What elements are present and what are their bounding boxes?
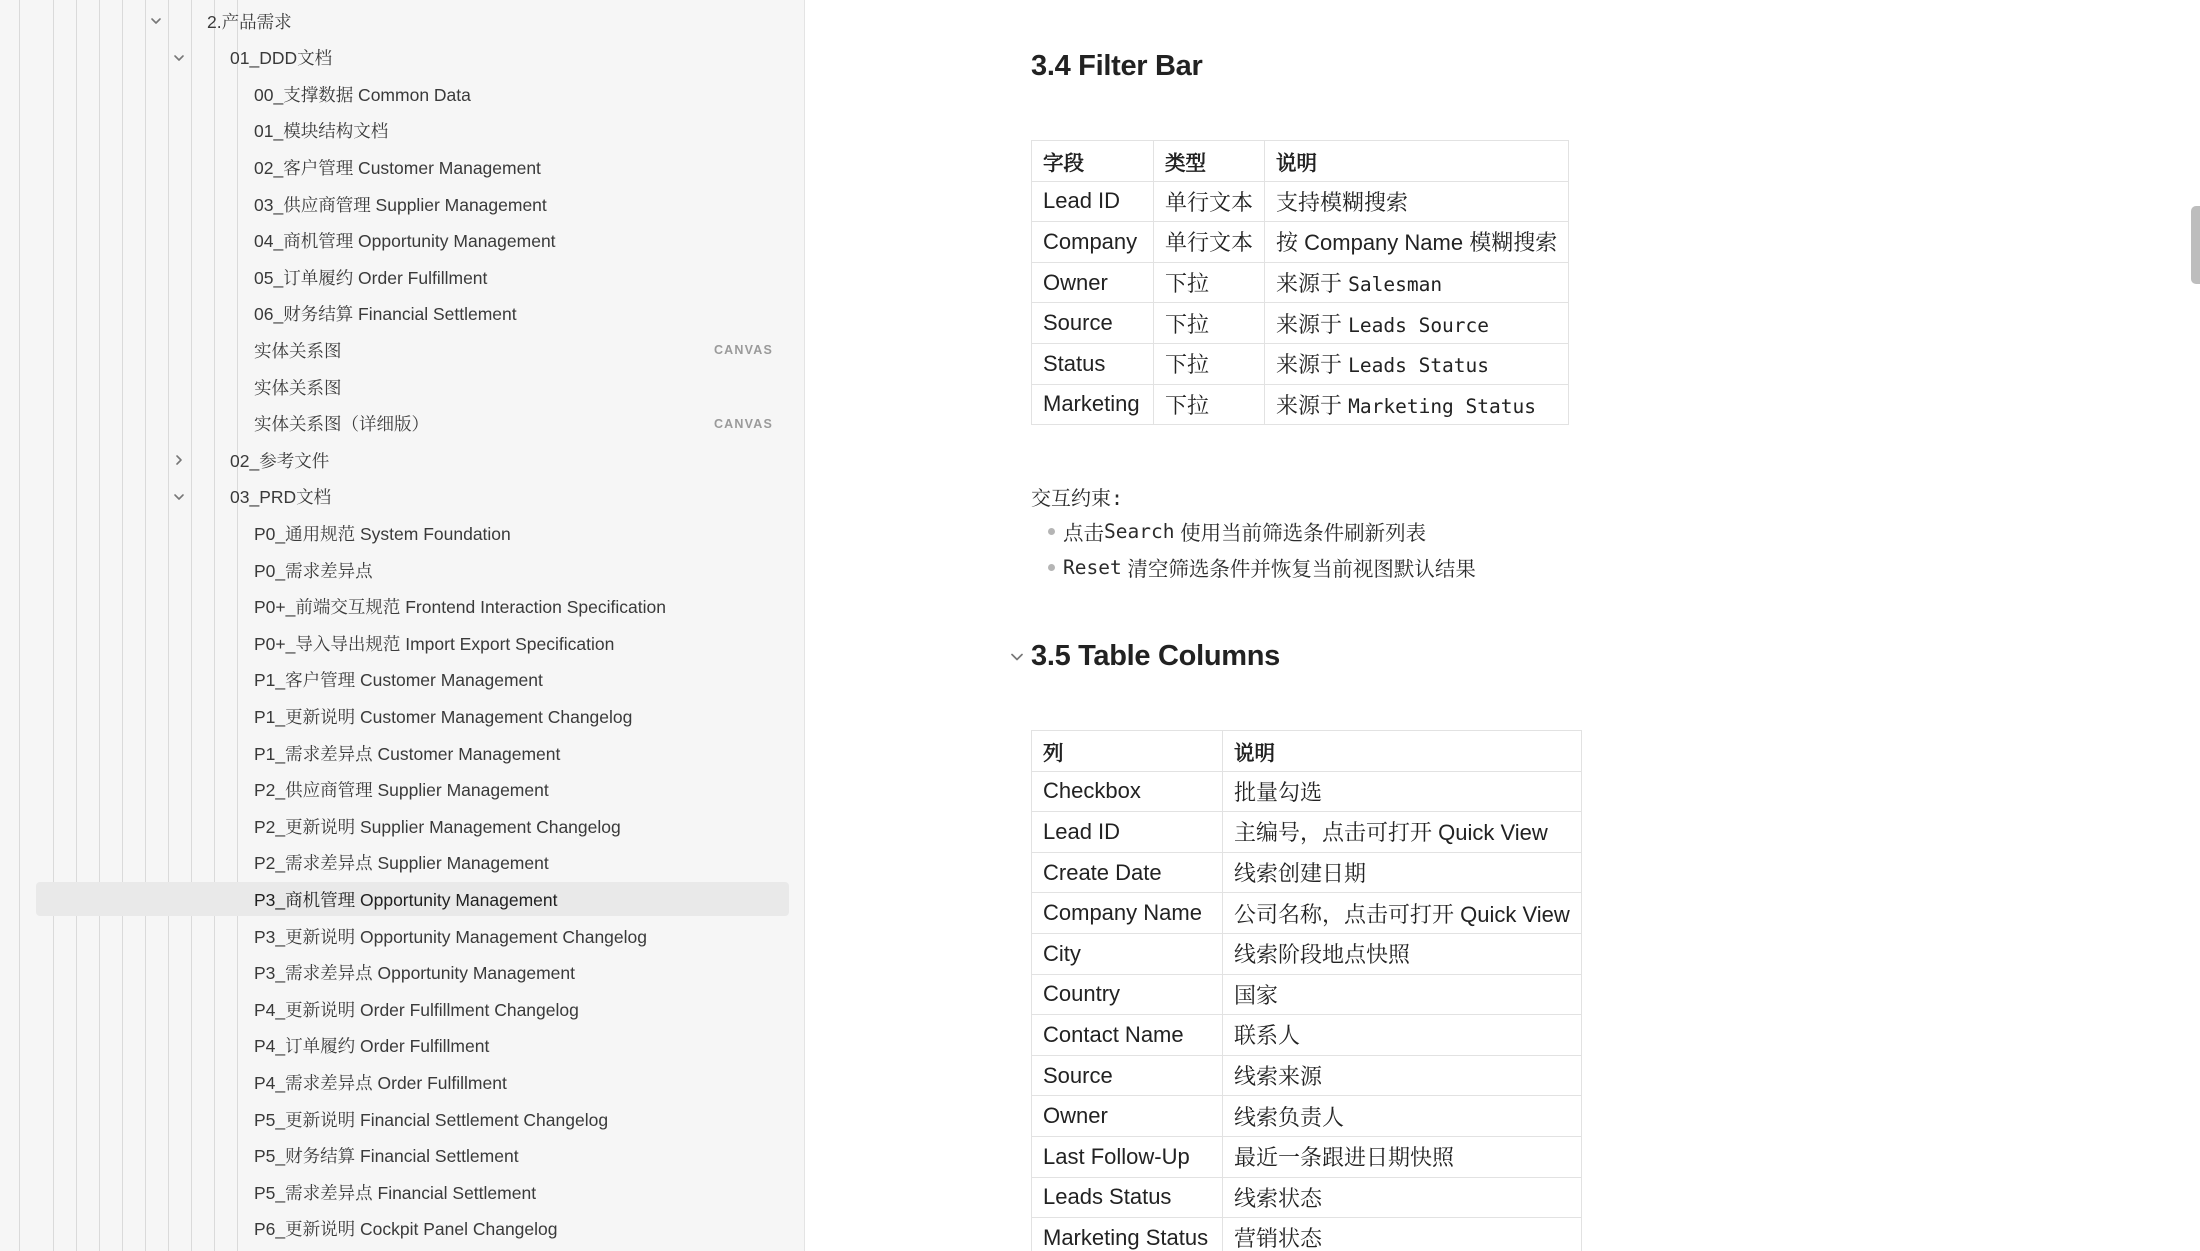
canvas-badge: CANVAS <box>713 416 773 431</box>
description-cell <box>1265 384 1569 425</box>
sidebar-item-label: 05_订单履约 Order Fulfillment <box>254 267 488 288</box>
description-cell: 线索阶段地点快照 <box>1223 933 1582 974</box>
sidebar-item[interactable] <box>36 736 789 770</box>
table-row <box>1032 1015 1582 1056</box>
table-row <box>1032 812 1582 853</box>
column-name-cell: Country <box>1032 974 1223 1015</box>
sidebar-folder-item[interactable] <box>36 41 789 75</box>
table-columns-table <box>1031 730 1582 1251</box>
field-cell: Source <box>1032 303 1154 344</box>
sidebar-item[interactable] <box>36 809 789 843</box>
chevron-down-icon[interactable] <box>173 491 185 503</box>
sidebar-item[interactable] <box>36 1212 789 1246</box>
description-cell: 主编号，点击可打开 Quick View <box>1223 812 1582 853</box>
inline-code: Leads Source <box>1348 313 1490 337</box>
header-cell: 说明 <box>1223 731 1582 772</box>
description-cell <box>1265 303 1569 344</box>
table-row <box>1032 181 1569 222</box>
canvas-badge: CANVAS <box>713 343 773 358</box>
bullet-dot-icon <box>1048 564 1055 571</box>
sidebar-item-label: 03_PRD文档 <box>230 487 332 508</box>
sidebar-item-label: P1_更新说明 Customer Management Changelog <box>254 706 633 727</box>
sidebar-item-label: 02_客户管理 Customer Management <box>254 157 541 178</box>
table-row <box>1032 303 1569 344</box>
description-cell: 国家 <box>1223 974 1582 1015</box>
description-cell: 线索来源 <box>1223 1055 1582 1096</box>
table-row <box>1032 343 1569 384</box>
chevron-down-icon[interactable] <box>1010 650 1024 664</box>
column-name-cell: Company Name <box>1032 893 1223 934</box>
inline-code: Reset <box>1063 555 1122 579</box>
sidebar-item-label: P3_需求差异点 Opportunity Management <box>254 963 575 984</box>
table-row <box>1032 262 1569 303</box>
bullet-item <box>1048 552 1476 582</box>
column-name-cell: City <box>1032 933 1223 974</box>
chevron-right-icon[interactable] <box>173 454 185 466</box>
sidebar-item-label: P0+_导入导出规范 Import Export Specification <box>254 633 615 654</box>
description-cell: 线索状态 <box>1223 1177 1582 1218</box>
sidebar-item-label: 01_模块结构文档 <box>254 121 389 142</box>
table-header-row <box>1032 141 1569 182</box>
sidebar-item[interactable] <box>36 114 789 148</box>
interaction-constraints-label: 交互约束: <box>1031 486 1124 510</box>
table-row <box>1032 1177 1582 1218</box>
table-row <box>1032 1055 1582 1096</box>
sidebar-item[interactable] <box>36 663 789 697</box>
description-cell <box>1265 262 1569 303</box>
sidebar-item[interactable] <box>36 1139 789 1173</box>
sidebar-item-label: P5_需求差异点 Financial Settlement <box>254 1182 537 1203</box>
column-name-cell: Contact Name <box>1032 1015 1223 1056</box>
description-text: 来源于 <box>1276 311 1349 337</box>
type-cell: 下拉 <box>1154 384 1265 425</box>
sidebar-item[interactable] <box>36 992 789 1026</box>
bullet-text: 清空筛选条件并恢复当前视图默认结果 <box>1121 558 1476 581</box>
description-cell: 营销状态 <box>1223 1218 1582 1251</box>
sidebar-item-label: 00_支撑数据 Common Data <box>254 84 471 105</box>
sidebar-item-label: P5_财务结算 Financial Settlement <box>254 1146 519 1167</box>
sidebar-item-label: P2_供应商管理 Supplier Management <box>254 780 549 801</box>
sidebar-item[interactable] <box>36 224 789 258</box>
type-cell: 单行文本 <box>1154 222 1265 263</box>
column-name-cell: Checkbox <box>1032 771 1223 812</box>
sidebar-folder-item[interactable] <box>36 4 789 38</box>
filter-bar-table <box>1031 140 1569 425</box>
sidebar-item-label: P3_商机管理 Opportunity Management <box>254 889 558 910</box>
sidebar-item[interactable] <box>36 516 789 550</box>
bullet-dot-icon <box>1048 528 1055 535</box>
field-cell: Marketing <box>1032 384 1154 425</box>
sidebar-item[interactable] <box>36 1175 789 1209</box>
column-name-cell: Marketing Status <box>1032 1218 1223 1251</box>
sidebar-item[interactable] <box>36 1029 789 1063</box>
sidebar-item[interactable] <box>36 187 789 221</box>
inline-code: Search <box>1104 519 1175 543</box>
sidebar-item[interactable] <box>36 956 789 990</box>
table-row <box>1032 384 1569 425</box>
sidebar-item-label: P0+_前端交互规范 Frontend Interaction Specification <box>254 597 666 618</box>
description-cell: 线索负责人 <box>1223 1096 1582 1137</box>
description-cell <box>1265 222 1569 263</box>
scrollbar-thumb[interactable] <box>2191 206 2200 284</box>
sidebar-item[interactable] <box>36 150 789 184</box>
column-name-cell: Lead ID <box>1032 812 1223 853</box>
sidebar-item[interactable] <box>36 699 789 733</box>
sidebar-item-label: P4_需求差异点 Order Fulfillment <box>254 1072 507 1093</box>
sidebar-item[interactable] <box>36 846 789 880</box>
description-text: 支持模糊搜索 <box>1276 189 1409 215</box>
bullet-text: 使用当前筛选条件刷新列表 <box>1174 522 1427 545</box>
inline-code: Marketing Status <box>1348 394 1536 418</box>
field-cell: Owner <box>1032 262 1154 303</box>
sidebar-item[interactable] <box>36 590 789 624</box>
description-cell: 公司名称，点击可打开 Quick View <box>1223 893 1582 934</box>
table-row <box>1032 974 1582 1015</box>
sidebar-item-label: P0_需求差异点 <box>254 560 373 581</box>
sidebar-item[interactable] <box>36 370 789 404</box>
sidebar-item[interactable] <box>36 260 789 294</box>
column-name-cell: Last Follow-Up <box>1032 1136 1223 1177</box>
description-cell: 批量勾选 <box>1223 771 1582 812</box>
type-cell: 下拉 <box>1154 303 1265 344</box>
bullet-item <box>1048 516 1426 546</box>
column-name-cell: Create Date <box>1032 852 1223 893</box>
description-cell: 联系人 <box>1223 1015 1582 1056</box>
sidebar-item-label: P4_订单履约 Order Fulfillment <box>254 1036 490 1057</box>
sidebar-folder-item[interactable] <box>36 443 789 477</box>
heading-filter-bar: 3.4 Filter Bar <box>1031 50 1203 82</box>
table-row <box>1032 1218 1582 1251</box>
sidebar-item-label: P2_需求差异点 Supplier Management <box>254 853 549 874</box>
sidebar-item-label: P1_客户管理 Customer Management <box>254 670 543 691</box>
field-cell: Lead ID <box>1032 181 1154 222</box>
sidebar-item-label: P6_更新说明 Cockpit Panel Changelog <box>254 1219 558 1240</box>
sidebar-item[interactable] <box>36 626 789 660</box>
description-cell: 线索创建日期 <box>1223 852 1582 893</box>
sidebar-item-label: 实体关系图（详细版） <box>254 414 429 435</box>
description-cell: 最近一条跟进日期快照 <box>1223 1136 1582 1177</box>
field-cell: Status <box>1032 343 1154 384</box>
sidebar-item[interactable] <box>36 297 789 331</box>
tree-guide-line <box>19 0 20 1251</box>
heading-table-columns: 3.5 Table Columns <box>1031 640 1280 672</box>
sidebar-item-label: 实体关系图 <box>254 377 342 398</box>
header-cell: 列 <box>1032 731 1223 772</box>
table-row <box>1032 852 1582 893</box>
sidebar-item[interactable] <box>36 333 789 367</box>
sidebar-item[interactable] <box>36 407 789 441</box>
table-row <box>1032 1096 1582 1137</box>
sidebar-item-label: 实体关系图 <box>254 340 342 361</box>
field-cell: Company <box>1032 222 1154 263</box>
table-row <box>1032 1136 1582 1177</box>
table-row <box>1032 893 1582 934</box>
description-text: 来源于 <box>1276 352 1349 378</box>
sidebar-item-label: P1_需求差异点 Customer Management <box>254 743 561 764</box>
inline-code: Salesman <box>1348 273 1443 297</box>
chevron-down-icon[interactable] <box>173 52 185 64</box>
table-row <box>1032 222 1569 263</box>
sidebar-item-label: 03_供应商管理 Supplier Management <box>254 194 547 215</box>
header-cell: 说明 <box>1265 141 1569 182</box>
sidebar-item-label: 04_商机管理 Opportunity Management <box>254 231 556 252</box>
sidebar-item-label: 2.产品需求 <box>207 11 292 32</box>
type-cell: 下拉 <box>1154 343 1265 384</box>
chevron-down-icon[interactable] <box>150 15 162 27</box>
column-name-cell: Owner <box>1032 1096 1223 1137</box>
sidebar-item-label: 06_财务结算 Financial Settlement <box>254 304 517 325</box>
sidebar-item-label: P3_更新说明 Opportunity Management Changelog <box>254 926 647 947</box>
sidebar-item[interactable] <box>36 882 789 916</box>
sidebar-file-tree <box>0 0 805 1251</box>
sidebar-item[interactable] <box>36 1102 789 1136</box>
sidebar-item-label: P0_通用规范 System Foundation <box>254 523 511 544</box>
sidebar-item[interactable] <box>36 1065 789 1099</box>
description-text: 按 Company Name 模糊搜索 <box>1276 230 1558 256</box>
description-text: 来源于 <box>1276 392 1349 418</box>
table-row <box>1032 933 1582 974</box>
column-name-cell: Leads Status <box>1032 1177 1223 1218</box>
sidebar-folder-item[interactable] <box>36 480 789 514</box>
sidebar-item-label: P2_更新说明 Supplier Management Changelog <box>254 816 621 837</box>
inline-code: Leads Status <box>1348 354 1490 378</box>
sidebar-item-label: P4_更新说明 Order Fulfillment Changelog <box>254 999 579 1020</box>
description-text: 来源于 <box>1276 271 1349 297</box>
header-cell: 类型 <box>1154 141 1265 182</box>
column-name-cell: Source <box>1032 1055 1223 1096</box>
bullet-text: 点击 <box>1063 522 1104 545</box>
table-header-row <box>1032 731 1582 772</box>
header-cell: 字段 <box>1032 141 1154 182</box>
table-row <box>1032 771 1582 812</box>
description-cell <box>1265 343 1569 384</box>
type-cell: 单行文本 <box>1154 181 1265 222</box>
sidebar-item[interactable] <box>36 919 789 953</box>
type-cell: 下拉 <box>1154 262 1265 303</box>
sidebar-item-label: P5_更新说明 Financial Settlement Changelog <box>254 1109 609 1130</box>
sidebar-item-label: 02_参考文件 <box>230 450 330 471</box>
description-cell <box>1265 181 1569 222</box>
sidebar-item-label: 01_DDD文档 <box>230 48 333 69</box>
sidebar-item[interactable] <box>36 773 789 807</box>
sidebar-item[interactable] <box>36 77 789 111</box>
sidebar-item[interactable] <box>36 553 789 587</box>
